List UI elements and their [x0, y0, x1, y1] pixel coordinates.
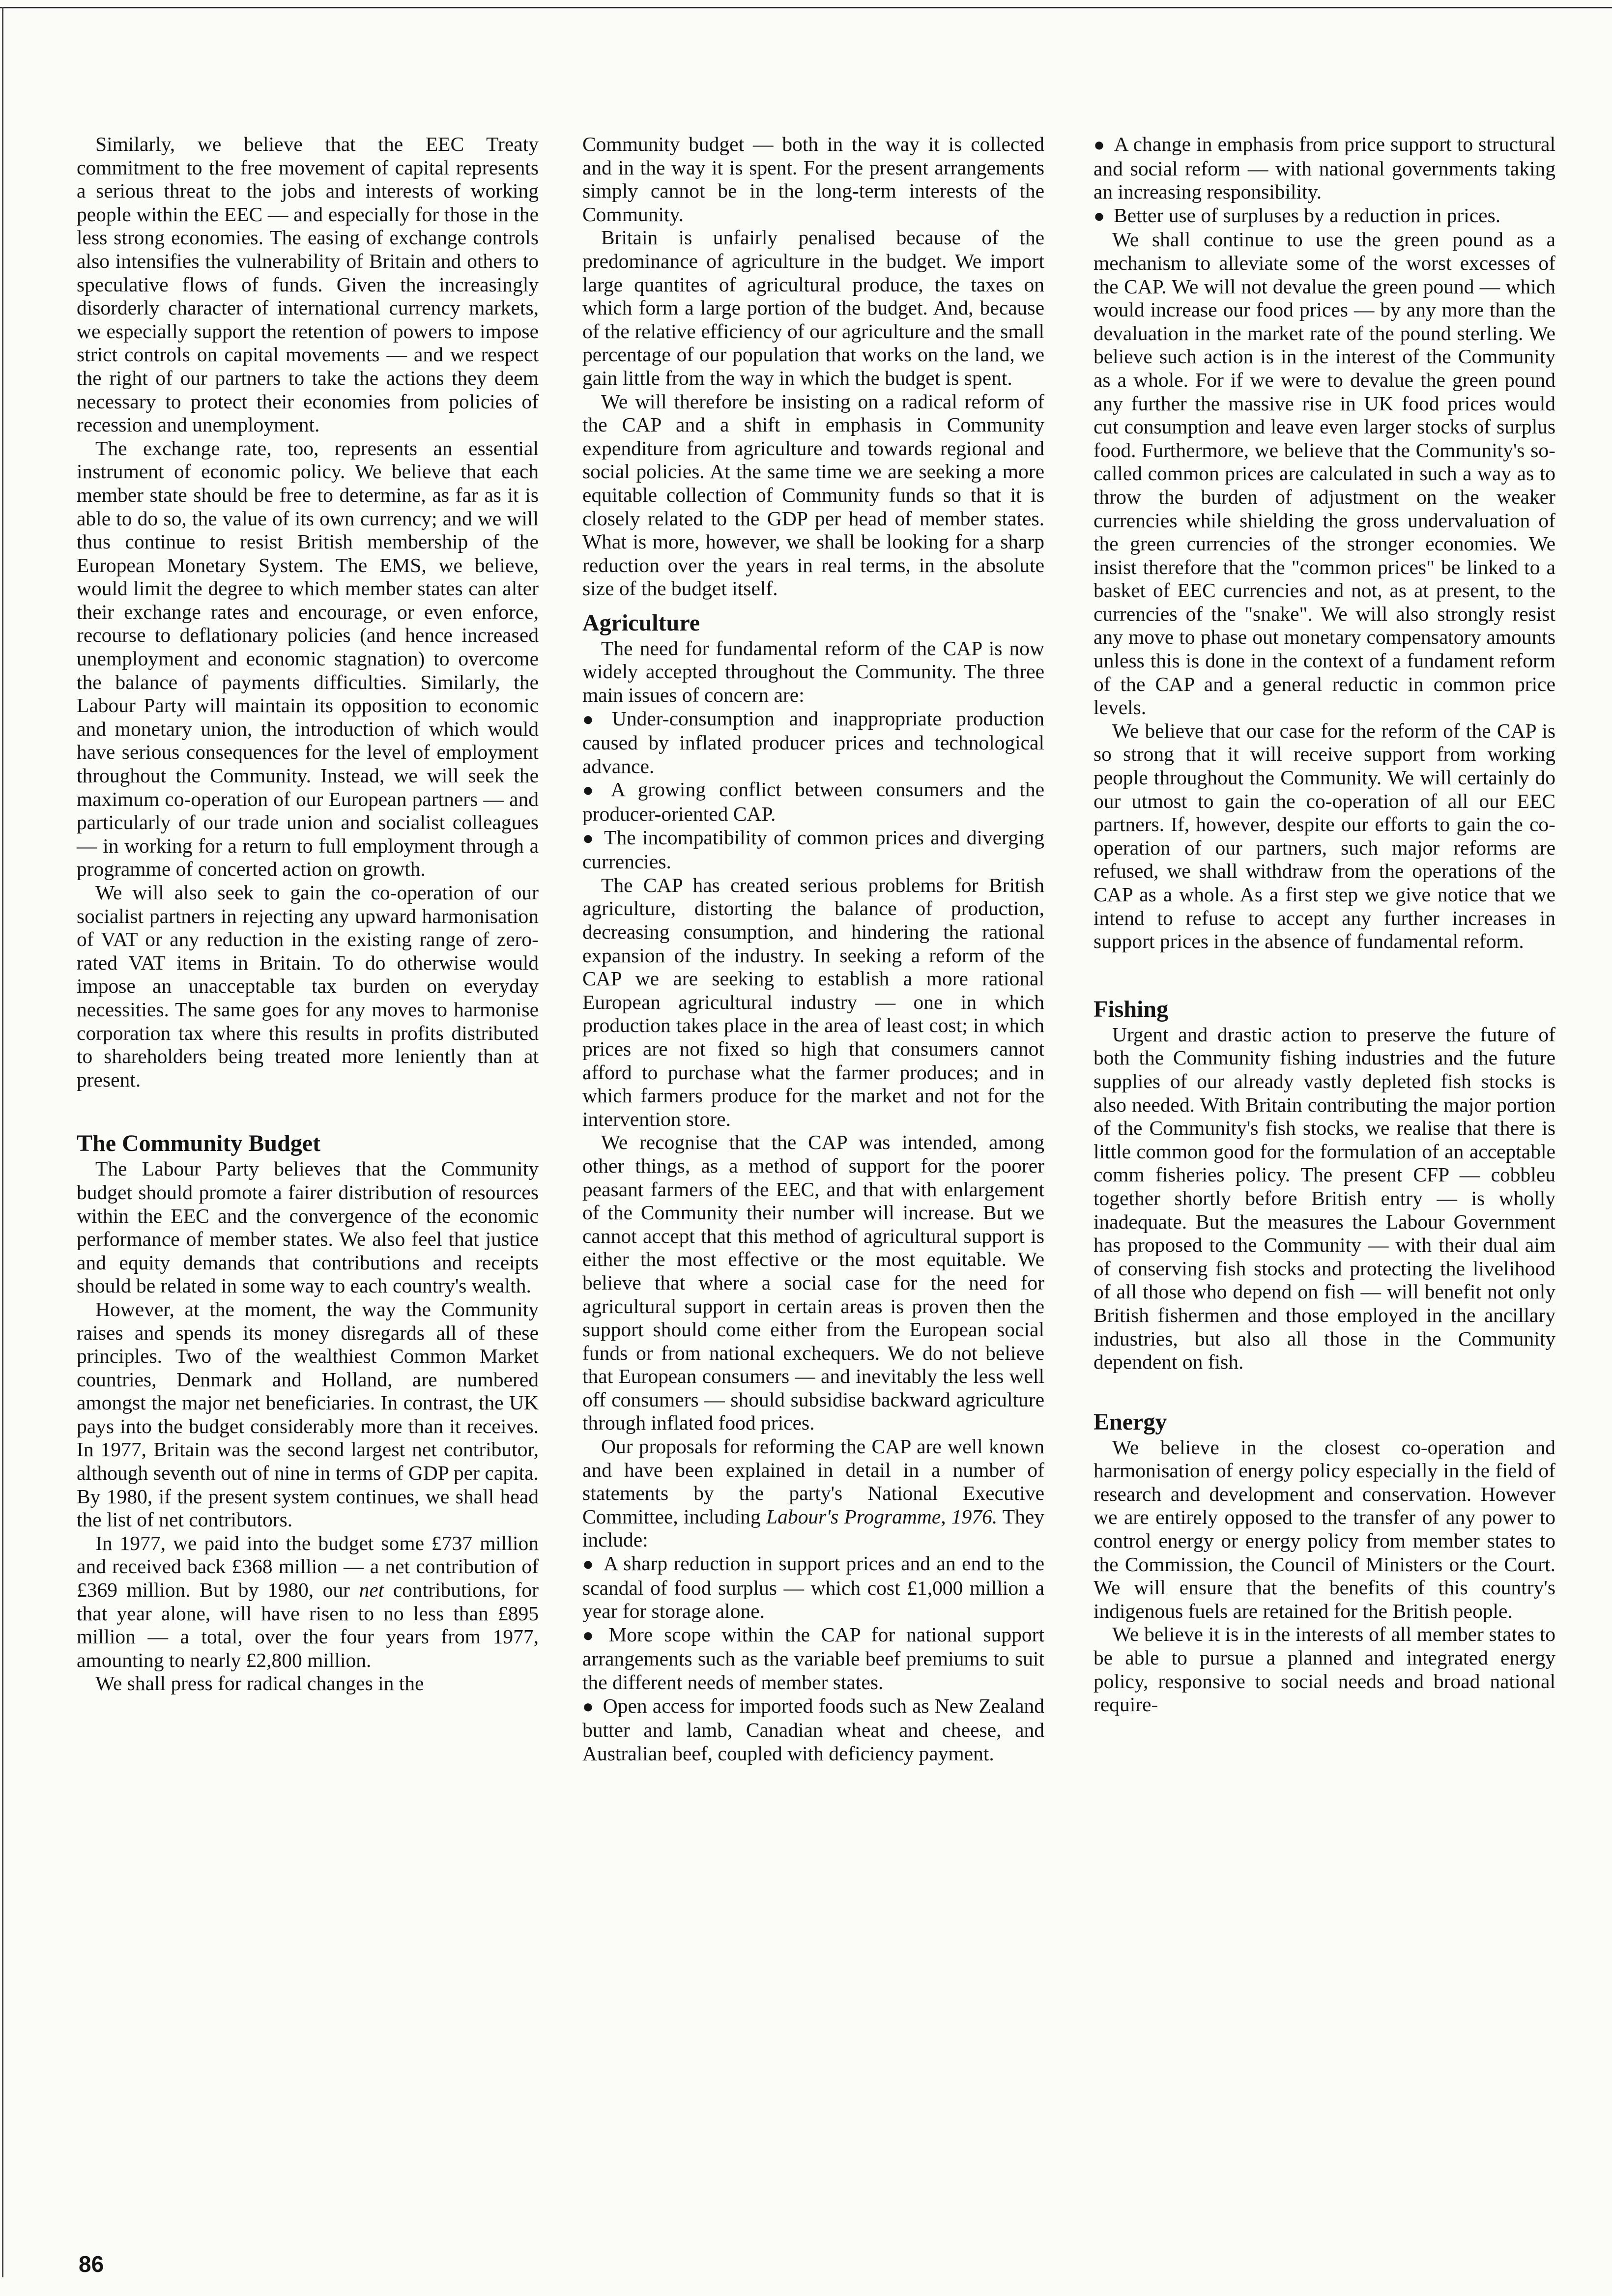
- bullet-icon: ●: [1094, 135, 1105, 155]
- paragraph: We will therefore be insisting on a radical reform of the CAP and a shift in emphasis in Community expenditure from agriculture and towards regional and social policies. At the same time we are seeking a more equitable collection of Community funds so that it is closely related to the GDP per head of member states. What is more, however, we shall be looking for a sharp reduction over the years in real terms, in the absolute size of the budget itself.: [582, 390, 1044, 600]
- column-2: [582, 133, 1044, 1765]
- bullet-item: [582, 1552, 1044, 1623]
- bullet-icon: ●: [582, 709, 603, 730]
- column-1: [77, 133, 539, 1695]
- bullet-icon: ●: [1094, 205, 1105, 227]
- paragraph: We recognise that the CAP was intended, among other things, as a method of support for the poorer peasant farmers of the EEC, and that with enlargement of the Community their number will increase. But we cannot accept that this method of agricultural support is either the most effective or the most equitable. We believe that where a social case for the need for agricultural support in certain areas is proven then the support should come either from the European social funds or from national exchequers. We do not believe that European consumers — and inevitably the less well off consumers — should subsidise backward agriculture through inflated food prices.: [582, 1131, 1044, 1435]
- bullet-text: Better use of surpluses by a reduction in prices.: [1113, 203, 1501, 227]
- bullet-item: [1094, 133, 1555, 204]
- paragraph: Britain is unfairly penalised because of the predominance of agriculture in the budget. We import large quantites of agricultural produce, the taxes on which form a large portion of the budget. And, because of the relative efficiency of our agriculture and the small percentage of our population that works on the land, we gain little from the way in which the budget is spent.: [582, 226, 1044, 389]
- text-run: Our proposals for reforming the CAP are well known and have been explained in detail in a number of statements by the party's National Executive Committee, including: [582, 1435, 1044, 1528]
- bullet-text: The incompatibility of common prices and diverging currencies.: [582, 826, 1044, 873]
- bullet-text: A sharp reduction in support prices and an end to the scandal of food surplus — which cost £1,000 million a year for storage alone.: [582, 1552, 1044, 1623]
- paragraph: Similarly, we believe that the EEC Treaty commitment to the free movement of capital represents a serious threat to the jobs and interests of working people within the EEC — and especially for those in the less strong economies. The easing of exchange controls also intensifies the vulnerability of Britain and others to speculative flows of funds. Given the increasingly disorderly character of international currency markets, we especially support the retention of powers to impose strict controls on capital movements — and we respect the right of our partners to take the actions they deem necessary to protect their economies from policies of recession and unemployment.: [77, 133, 539, 436]
- heading-agriculture: Agriculture: [582, 609, 700, 636]
- top-border-rule: [0, 7, 1612, 8]
- page-number: 86: [79, 2251, 104, 2277]
- emphasis: Labour's Programme, 1976.: [766, 1505, 998, 1528]
- column-3: [1094, 133, 1555, 1717]
- bullet-text: A growing conflict between consumers and the producer-oriented CAP.: [582, 778, 1044, 826]
- bullet-item: [582, 707, 1044, 778]
- paragraph: Community budget — both in the way it is collected and in the way it is spent. For the present arrangements simply cannot be in the long-term interests of the Community.: [582, 133, 1044, 226]
- heading-energy: Energy: [1094, 1408, 1167, 1435]
- emphasis: net: [359, 1578, 384, 1602]
- text-run: In 1977, we paid into the budget some £737 million and received back £368 million — a net contribution of £369 million. But by 1980, our: [77, 1531, 539, 1602]
- bullet-icon: ●: [582, 780, 602, 801]
- bullet-item: [582, 778, 1044, 826]
- paragraph: We believe it is in the interests of all member states to be able to pursue a planned and integrated energy policy, responsive to social needs and broad national require-: [1094, 1623, 1555, 1716]
- paragraph: [582, 1435, 1044, 1552]
- paragraph: However, at the moment, the way the Community raises and spends its money disregards all of these principles. Two of the wealthiest Common Market countries, Denmark and Holland, are numbered amongst the major net beneficiaries. In contrast, the UK pays into the budget considerably more than it receives. In 1977, Britain was the second largest net contributor, although seventh out of nine in terms of GDP per capita. By 1980, if the present system continues, we shall head the list of net contributors.: [77, 1297, 539, 1531]
- paragraph: We believe in the closest co-operation and harmonisation of energy policy especially in the field of research and development and conservation. However we are entirely opposed to the transfer of any power to control energy or energy policy from member states to the Commission, the Council of Ministers or the Court. We will ensure that the benefits of this country's indigenous fuels are retained for the British people.: [1094, 1435, 1555, 1622]
- bullet-text: Under-consumption and inappropriate production caused by inflated producer prices and technological advance.: [582, 707, 1044, 777]
- text-run: contributions, for that year alone, will have risen to no less than £895 million — a total, over the four years from 1977, amounting to nearly £2,800 million.: [77, 1578, 539, 1671]
- bullet-text: Open access for imported foods such as New Zealand butter and lamb, Canadian wheat and cheese, and Australian beef, coupled with deficiency payment.: [582, 1694, 1045, 1765]
- paragraph: We shall continue to use the green pound as a mechanism to alleviate some of the worst excesses of the CAP. We will not devalue the green pound — which would increase our food prices — by any more than the devaluation in the market rate of the pound sterling. We believe such action is in the interest of the Community as a whole. For if we were to devalue the green pound any further the massive rise in UK food prices would cut consumption and leave even larger stocks of surplus food. Furthermore, we believe that the Community's so-called common prices are calculated in such a way as to throw the burden of adjustment on the weaker currencies while shielding the gross undervaluation of the green currencies of the stronger economies. We insist therefore that the "common prices" be linked to a basket of EEC currencies and not, as at present, to the currencies of the "snake". We will also strongly resist any move to phase out monetary compensatory amounts unless this is done in the context of a fundament reform of the CAP and a general reductic in common price levels.: [1094, 228, 1555, 719]
- paragraph: [77, 1532, 539, 1672]
- bullet-text: More scope within the CAP for national support arrangements such as the variable beef premiums to suit the different needs of member states.: [582, 1623, 1045, 1693]
- bullet-icon: ●: [582, 1625, 600, 1646]
- bullet-text: A change in emphasis from price support to structural and social reform — with national governments taking an increasing responsibility.: [1094, 133, 1555, 203]
- heading-fishing: Fishing: [1094, 996, 1169, 1022]
- bullet-icon: ●: [582, 1554, 595, 1575]
- paragraph: The CAP has created serious problems for British agriculture, distorting the balance of production, decreasing consumption, and hindering the rational expansion of the industry. In seeking a reform of the CAP we are seeking to establish a more rational European agricultural industry — one in which production takes place in the area of least cost; in which prices are not fixed so high that consumers cannot afford to purchase what the farmer produces; and in which farmers produce for the market and not for the intervention store.: [582, 873, 1044, 1130]
- paragraph: The Labour Party believes that the Community budget should promote a fairer distribution of resources within the EEC and the convergence of the economic performance of member states. We also feel that justice and equity demands that contributions and receipts should be related in some way to each country's wealth.: [77, 1157, 539, 1297]
- paragraph: The exchange rate, too, represents an essential instrument of economic policy. We believe that each member state should be free to determine, as far as it is able to do so, the value of its own currency; and we will thus continue to resist British membership of the European Monetary System. The EMS, we believe, would limit the degree to which member states can alter their exchange rates and encourage, or even enforce, recourse to deflationary policies (and hence increased unemployment and economic stagnation) to overcome the balance of payments difficulties. Similarly, the Labour Party will maintain its opposition to economic and monetary union, the introduction of which would have serious consequences for the level of employment throughout the Community. Instead, we will seek the maximum co-operation of our European partners — and particularly of our trade union and socialist colleagues — in working for a return to full employment through a programme of concerted action on growth.: [77, 436, 539, 881]
- bullet-item: [582, 826, 1044, 874]
- paragraph: We will also seek to gain the co-operation of our socialist partners in rejecting any upward harmonisation of VAT or any reduction in the existing range of zero-rated VAT items in Britain. To do otherwise would impose an unacceptable tax burden on everyday necessities. The same goes for any moves to harmonise corporation tax where this results in profits distributed to shareholders being treated more leniently than at present.: [77, 881, 539, 1091]
- bullet-icon: ●: [582, 1696, 594, 1717]
- paragraph: The need for fundamental reform of the CAP is now widely accepted throughout the Community. The three main issues of concern are:: [582, 636, 1044, 707]
- paragraph: We believe that our case for the reform of the CAP is so strong that it will receive support from working people throughout the Community. We will certainly do our utmost to gain the co-operation of all our EEC partners. If, however, despite our efforts to gain the co-operation of our partners, such major reforms are refused, we shall withdraw from the operations of the CAP as a whole. As a first step we give notice that we intend to refuse to accept any further increases in support prices in the absence of fundamental reform.: [1094, 719, 1555, 953]
- left-border-rule: [2, 7, 3, 2277]
- heading-community-budget: The Community Budget: [77, 1130, 321, 1157]
- paragraph: Urgent and drastic action to preserve the future of both the Community fishing industries and the future supplies of our already vastly depleted fish stocks is also needed. With Britain contributing the major portion of the Community's fish stocks, we realise that there is little common good for the formulation of an acceptable comm fisheries policy. The present CFP — cobbleu together shortly before British entry — is wholly inadequate. But the measures the Labour Government has proposed to the Community — with their dual aim of conserving fish stocks and protecting the livelihood of all those who depend on fish — will benefit not only British fishermen and those employed in the ancillary industries, but also all those in the Community dependent on fish.: [1094, 1023, 1555, 1374]
- bullet-item: [1094, 204, 1555, 229]
- bullet-item: [582, 1623, 1044, 1694]
- bullet-item: [582, 1694, 1044, 1766]
- bullet-icon: ●: [582, 828, 596, 849]
- paragraph: We shall press for radical changes in the: [95, 1672, 424, 1695]
- text-run: They include:: [582, 1505, 1044, 1551]
